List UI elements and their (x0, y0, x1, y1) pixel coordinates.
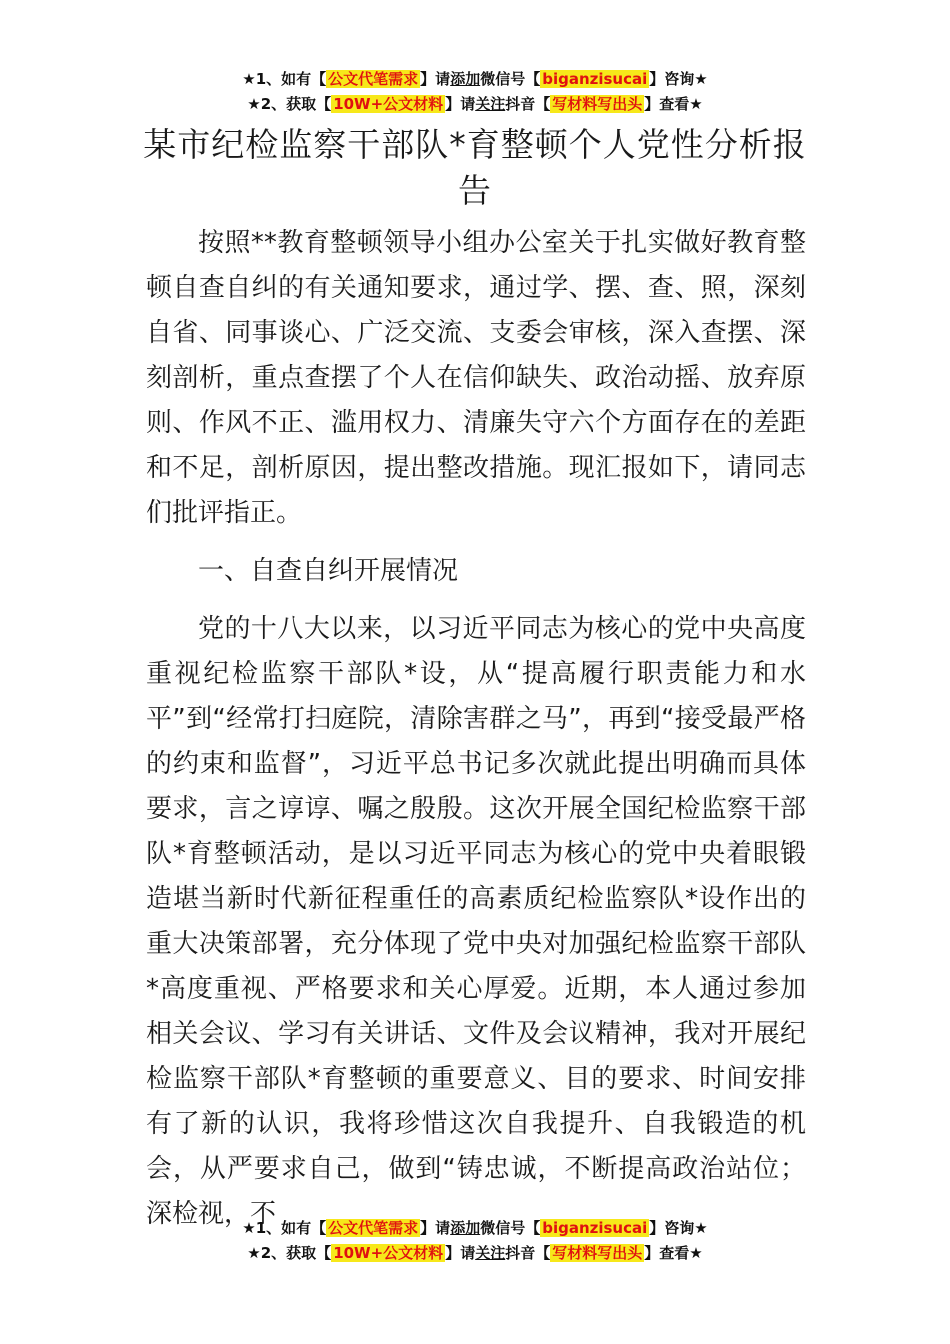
banner-highlight: 10W+公文材料 (333, 1244, 444, 1262)
paragraph-body: 党的十八大以来，以习近平同志为核心的党中央高度重视纪检监察干部队*设，从“提高履行职责能力和水平”到“经常打扫庭院，清除害群之马”，再到“接受最严格的约束和监督”，习近平总书记多次就此提出明确而具体要求，言之谆谆、嘱之殷殷。这次开展全国纪检监察干部队*育整顿活动，是以习近平同志为核心的党中央着眼锻造堪当新时代新征程重任的高素质纪检监察队*设作出的重大决策部署，充分体现了党中央对加强纪检监察干部队*高度重视、严格要求和关心厚爱。近期，本人通过参加相关会议、学习有关讲话、文件及会议精神，我对开展纪检监察干部队*育整顿的重要意义、目的要求、时间安排有了新的认识，我将珍惜这次自我提升、自我锻造的机会，从严要求自己，做到“铸忠诚，不断提高政治站位；深检视，不 (146, 614, 806, 1229)
banner-text: 】请 (445, 95, 476, 113)
banner-text: 关注 (475, 1244, 506, 1262)
banner-text: ★2、获取【 (247, 1244, 332, 1262)
banner-text: 微信号【 (480, 70, 541, 88)
banner-text: ★1、如有【 (242, 70, 327, 88)
banner-text: 】查看★ (644, 95, 703, 113)
banner-highlight: 公文代笔需求 (328, 70, 419, 88)
footer-banner (0, 1217, 950, 1267)
banner-text: ★2、获取【 (247, 95, 332, 113)
banner-text: 】咨询★ (649, 1219, 708, 1237)
banner-text: 添加 (450, 1219, 481, 1237)
banner-text: 抖音【 (505, 1244, 551, 1262)
banner-text: 微信号【 (480, 1219, 541, 1237)
document-title: 某市纪检监察干部队*育整顿个人党性分析报告 (143, 125, 807, 210)
banner-text: 】请 (420, 1219, 451, 1237)
banner-line-2 (0, 1242, 950, 1267)
banner-highlight: biganzisucai (542, 70, 648, 88)
banner-text: 添加 (450, 70, 481, 88)
banner-highlight: 公文代笔需求 (328, 1219, 419, 1237)
banner-text: 抖音【 (505, 95, 551, 113)
banner-highlight: 写材料写出头 (552, 95, 643, 113)
banner-highlight: 写材料写出头 (552, 1244, 643, 1262)
banner-line-2 (0, 93, 950, 118)
banner-text: ★1、如有【 (242, 1219, 327, 1237)
banner-line-1 (0, 1217, 950, 1242)
banner-line-1 (0, 68, 950, 93)
banner-highlight: 10W+公文材料 (333, 95, 444, 113)
document-body (146, 221, 806, 1237)
banner-text: 】咨询★ (649, 70, 708, 88)
banner-highlight: biganzisucai (542, 1219, 648, 1237)
section-heading: 一、自查自纠开展情况 (198, 556, 459, 586)
banner-text: 】查看★ (644, 1244, 703, 1262)
header-banner (0, 68, 950, 118)
banner-text: 】请 (420, 70, 451, 88)
banner-text: 关注 (475, 95, 506, 113)
banner-text: 】请 (445, 1244, 476, 1262)
paragraph-intro: 按照**教育整顿领导小组办公室关于扎实做好教育整顿自查自纠的有关通知要求，通过学、摆、查、照，深刻自省、同事谈心、广泛交流、支委会审核，深入查摆、深刻剖析，重点查摆了个人在信仰缺失、政治动摇、放弃原则、作风不正、滥用权力、清廉失守六个方面存在的差距和不足，剖析原因，提出整改措施。现汇报如下，请同志们批评指正。 (146, 228, 806, 528)
